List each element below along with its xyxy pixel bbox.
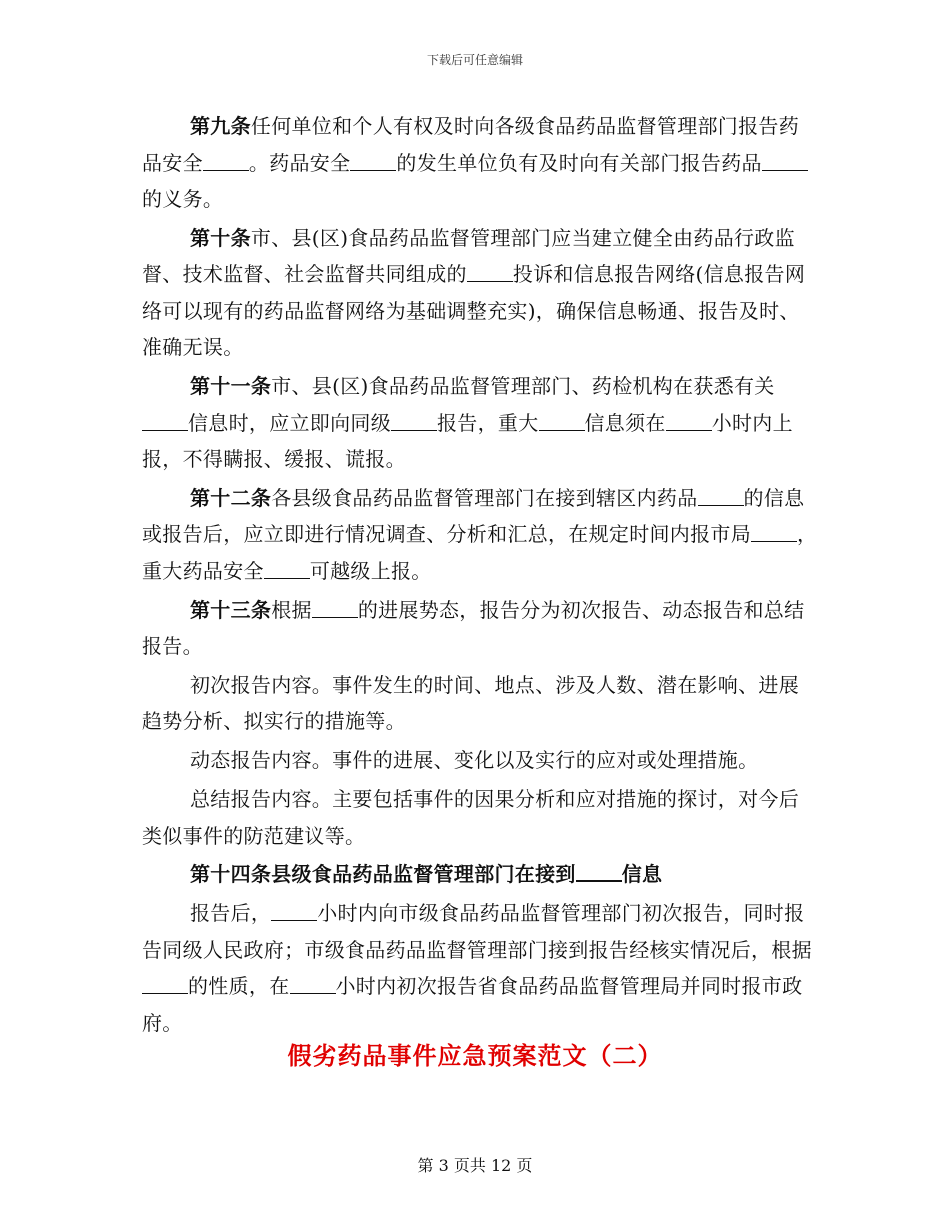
article-14-heading xyxy=(142,856,818,893)
fill-blank xyxy=(666,410,712,431)
article-text: 信息 xyxy=(621,862,663,887)
article-text: 。药品安全 xyxy=(248,150,351,175)
fill-blank xyxy=(762,150,808,171)
fill-blank xyxy=(698,485,744,506)
fill-blank xyxy=(142,973,188,994)
article-text: 小时内向市级食品药品监督管理部门初次报告，同时报告同级人民政府；市级食品药品监督管理部门接到报告经核实情况后，根据 xyxy=(142,901,812,962)
article-13 xyxy=(142,592,818,665)
document-body xyxy=(142,108,818,1043)
article-text: 报告后， xyxy=(190,901,272,926)
article-lead: 第十条 xyxy=(190,225,251,250)
article-text: 可越级上报。 xyxy=(309,558,432,583)
fill-blank xyxy=(290,973,336,994)
fill-blank xyxy=(391,410,437,431)
fill-blank xyxy=(539,410,585,431)
fill-blank xyxy=(271,900,317,921)
article-10 xyxy=(142,220,818,366)
article-text: ，重大药品安全 xyxy=(142,522,818,583)
page-footer: 第 3 页共 12 页 xyxy=(417,1156,533,1175)
article-text: 任何单位和个人有权及时向各级食品药品监督管理部门报告药品安全 xyxy=(142,114,800,175)
fill-blank xyxy=(312,597,358,618)
article-lead: 第九条 xyxy=(190,114,251,138)
fill-blank xyxy=(142,410,188,431)
article-11 xyxy=(142,368,818,478)
article-text: 各县级食品药品监督管理部门在接到辖区内药品 xyxy=(271,485,698,510)
section-title: 假劣药品事件应急预案范文（二） xyxy=(287,1041,663,1070)
article-14-body xyxy=(142,895,818,1041)
article-12 xyxy=(142,480,818,590)
article-lead: 第十一条 xyxy=(190,374,272,399)
article-text: 市、县(区)食品药品监督管理部门应当建立健全由药品行政监督、技术监督、社会监督共同组成的 xyxy=(142,225,795,287)
article-text: 的性质，在 xyxy=(188,974,290,999)
summary-report-paragraph: 总结报告内容。主要包括事件的因果分析和应对措施的探讨，对今后类似事件的防范建议等。 xyxy=(142,787,799,848)
fill-blank xyxy=(467,261,513,282)
initial-report-paragraph: 初次报告内容。事件发生的时间、地点、涉及人数、潜在影响、进展趋势分析、拟实行的措施等。 xyxy=(142,672,799,734)
article-text: 市、县(区)食品药品监督管理部门、药检机构在获悉有关 xyxy=(271,374,775,399)
article-text: 根据 xyxy=(271,597,312,622)
article-text: 小时内上报，不得瞒报、缓报、谎报。 xyxy=(142,410,793,472)
article-text: 的义务。 xyxy=(142,187,224,211)
fill-blank xyxy=(576,860,622,882)
article-9 xyxy=(142,108,818,218)
fill-blank xyxy=(264,558,310,579)
article-text: 报告，重大 xyxy=(437,410,539,435)
dynamic-report-paragraph: 动态报告内容。事件的进展、变化以及实行的应对或处理措施。 xyxy=(190,748,759,773)
article-text: 的信息或报告后，应立即进行情况调查、分析和汇总，在规定时间内报市局 xyxy=(142,485,805,547)
article-lead: 第十二条 xyxy=(190,485,272,510)
article-text: 小时内初次报告省食品药品监督管理局并同时报市政府。 xyxy=(142,974,803,1035)
article-text: 投诉和信息报告网络(信息报告网络可以现有的药品监督网络为基础调整充实)，确保信息畅通、报告及时、准确无误。 xyxy=(142,262,806,360)
article-lead: 第十三条 xyxy=(190,597,272,622)
article-text: 信息时，应立即向同级 xyxy=(188,410,391,435)
article-text: 的发生单位负有及时向有关部门报告药品 xyxy=(396,150,762,175)
article-text: 信息须在 xyxy=(584,410,666,435)
article-text: 第十四条县级食品药品监督管理部门在接到 xyxy=(190,862,576,887)
fill-blank xyxy=(350,150,396,171)
page-header: 下载后可任意编辑 xyxy=(426,53,523,67)
article-text: 的进展势态，报告分为初次报告、动态报告和总结报告。 xyxy=(142,597,805,659)
fill-blank xyxy=(203,150,249,171)
fill-blank xyxy=(751,521,797,542)
